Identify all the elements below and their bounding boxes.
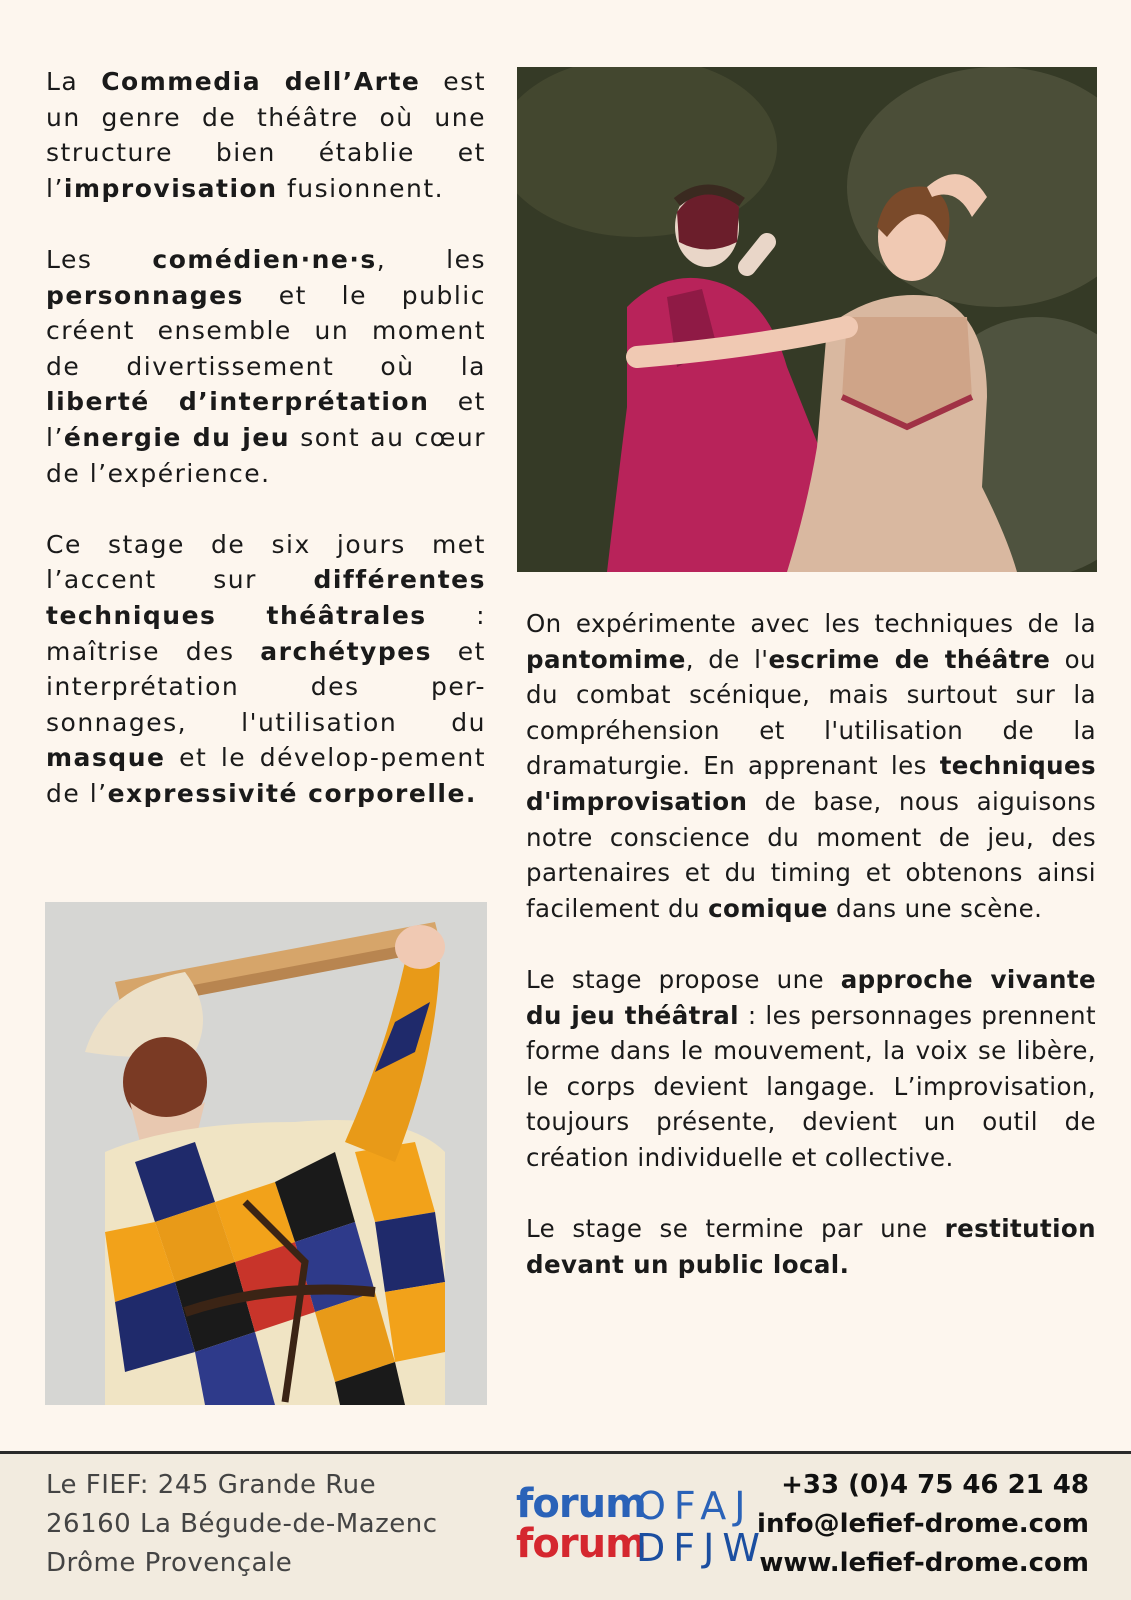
address-line: 26160 La Bégude-de-Mazenc [46, 1509, 438, 1539]
emphasis-text: personnages [46, 280, 244, 310]
emphasis-text: comique [708, 893, 828, 923]
emphasis-text: escrime de théâtre [768, 644, 1051, 674]
emphasis-text: comédien·ne·s [152, 244, 377, 274]
approach-paragraph: Le stage propose une approche vivante du jeu théâtral : les personnages prennent forme dans le mouvement, la voix se libère, le corps devient langage. L’improvisation, toujours présente, devient un outil de création individuelle et collective. [526, 964, 1096, 1172]
email-link[interactable]: info@lefief-drome.com [757, 1509, 1089, 1539]
footer [0, 1454, 1131, 1600]
contact-block [757, 1466, 1089, 1583]
phone-number[interactable]: +33 (0)4 75 46 21 48 [781, 1470, 1089, 1500]
logo-forum-red: forum [516, 1521, 646, 1567]
emphasis-text: approche vivante du jeu théâtral [526, 964, 1096, 1030]
emphasis-text: improvisation [63, 173, 278, 203]
logo-ofaj: OFAJ [636, 1484, 754, 1528]
address-line: Drôme Provençale [46, 1548, 293, 1578]
website-link[interactable]: www.lefief-drome.com [759, 1548, 1089, 1578]
emphasis-text: liberté d’interprétation [46, 387, 430, 417]
emphasis-text: archétypes [260, 636, 433, 666]
emphasis-text: Commedia dell’Arte [101, 67, 421, 96]
left-text-column [46, 64, 486, 847]
address-line: Le FIEF: 245 Grande Rue [46, 1470, 377, 1500]
emphasis-text: masque [46, 743, 166, 773]
forum-ofaj-dfjw-logo [516, 1481, 768, 1580]
right-text-column [526, 606, 1096, 1318]
emphasis-text: techniques d'improvisation [526, 751, 1096, 816]
emphasis-text: énergie du jeu [63, 422, 291, 452]
emphasis-text: différentes techniques théâtrales [46, 565, 486, 630]
restitution-paragraph: Le stage se termine par une restitution devant un public local. [526, 1214, 1096, 1279]
emphasis-text: pantomime [526, 644, 686, 674]
harlequin-photo [45, 902, 487, 1405]
logo-dfjw: DFJW [636, 1526, 768, 1570]
experiment-paragraph: On expérimente avec les techniques de la pantomime, de l'escrime de théâtre ou du combat scénique, mais surtout sur la compréhension et l'utilisation de la dramaturgie. En apprenant les techniques d'improvisation de base, nous aiguisons notre conscience du moment de jeu, des partenaires et du timing et obtenons ainsi facilement du comique dans une scène. [526, 609, 1096, 923]
two-actors-photo [517, 67, 1097, 572]
techniques-paragraph: Ce stage de six jours met l’accent sur différentes techniques théâtrales : maîtrise des archétypes et interprétation des per-sonnages, l'utilisation du masque et le dévelop-pement de l’expressivité corporelle. [46, 529, 486, 808]
actors-paragraph: Les comédien·ne·s, les personnages et le public créent ensemble un moment de divertissement où la liberté d’interprétation et l’énergie du jeu sont au cœur de l’expérience. [46, 244, 487, 488]
emphasis-text: expressivité corporelle. [107, 778, 477, 808]
logo-forum-blue: forum [516, 1481, 646, 1527]
emphasis-text: restitution devant un public local. [526, 1214, 1096, 1279]
intro-paragraph: La Commedia dell’Arte est un genre de théâtre où une structure bien établie et l’improvisation fusionnent. [46, 67, 486, 203]
address-block [46, 1466, 438, 1583]
